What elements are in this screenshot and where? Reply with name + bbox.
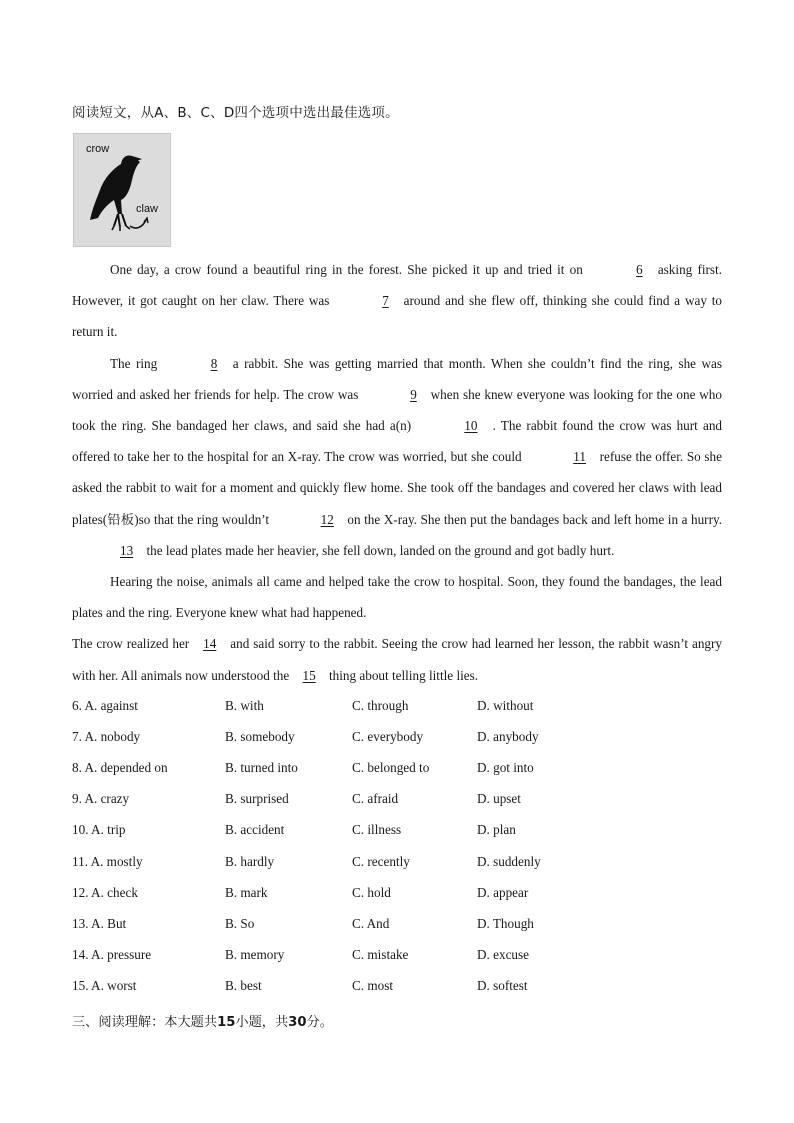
option-choice: D. appear	[477, 884, 529, 900]
passage-text: . The rabbit found the crow was hurt and offered to take her to the hospital for an X-ray. The crow was worried, but she could	[72, 418, 723, 465]
option-choice: 15. A. worst	[72, 978, 137, 994]
option-choice: B. accident	[225, 822, 285, 838]
passage-text: The crow realized her	[72, 636, 194, 652]
passage-text: refuse the offer. So she asked the rabbit to wait for a moment and quickly flew home. She took off the bandages and covered her claws with lead plates(铅板)so that the ring wouldn’t	[72, 449, 722, 527]
blank-15: 15	[302, 667, 316, 683]
option-choice: 7. A. nobody	[72, 728, 141, 744]
option-choice: 6. A. against	[72, 697, 138, 713]
option-row	[72, 971, 722, 1002]
blank-8: 8	[210, 355, 218, 371]
section-heading: 三、阅读理解：本大题共15小题，共30分。	[72, 1015, 333, 1030]
blank-6: 6	[636, 262, 643, 277]
passage-paragraph	[72, 628, 722, 690]
option-choice: C. hold	[352, 884, 391, 900]
option-choice: C. recently	[352, 853, 410, 869]
option-choice: B. surprised	[225, 791, 289, 807]
blank-12: 12	[320, 511, 334, 527]
passage-text: and said sorry to the rabbit. Seeing the crow had learned her lesson, the rabbit wasn’t angry with her. All animals now understood the	[72, 636, 722, 683]
option-row	[72, 784, 722, 815]
option-row	[72, 815, 722, 846]
option-choice: D. plan	[477, 822, 516, 838]
option-choice: C. And	[352, 915, 390, 931]
instruction-text: 阅读短文，从A、B、C、D四个选项中选出最佳选项。	[72, 105, 399, 121]
answer-options	[72, 690, 722, 1002]
passage-text: around and she flew off, thinking she could find a way to return it.	[72, 293, 722, 340]
option-row	[72, 908, 722, 939]
option-choice: 14. A. pressure	[72, 947, 152, 963]
option-row	[72, 877, 722, 908]
option-choice: B. memory	[225, 947, 285, 963]
passage-text: a rabbit. She was getting married that month. When she couldn’t find the ring, she was worried and asked her friends for help. The crow was	[72, 355, 723, 402]
passage-text: on the X-ray. She then put the bandages back and left home in a hurry.	[343, 511, 722, 527]
option-row	[72, 752, 722, 783]
option-choice: 12. A. check	[72, 884, 138, 900]
option-choice: D. suddenly	[477, 853, 541, 869]
passage-paragraph	[72, 254, 722, 348]
option-choice: B. turned into	[225, 759, 298, 775]
option-row	[72, 721, 722, 752]
crow-icon	[74, 134, 170, 246]
option-choice: D. got into	[477, 759, 534, 775]
option-choice: B. best	[225, 978, 262, 994]
option-choice: D. without	[477, 697, 534, 713]
option-choice: B. So	[225, 915, 255, 931]
option-choice: D. Though	[477, 915, 534, 931]
blank-9: 9	[410, 386, 417, 402]
option-choice: 8. A. depended on	[72, 759, 168, 775]
passage-paragraph	[72, 348, 722, 566]
option-choice: B. somebody	[225, 728, 295, 744]
option-choice: C. mistake	[352, 947, 409, 963]
option-choice: 11. A. mostly	[72, 853, 143, 869]
blank-10: 10	[464, 418, 478, 434]
blank-7: 7	[382, 293, 389, 309]
passage-text: thing about telling little lies.	[325, 667, 479, 683]
option-choice: C. through	[352, 697, 409, 713]
label-claw: claw	[136, 203, 159, 215]
option-choice: C. belonged to	[352, 759, 430, 775]
option-choice: C. everybody	[352, 728, 424, 744]
blank-11: 11	[573, 449, 586, 465]
option-choice: C. illness	[352, 822, 402, 838]
option-choice: D. excuse	[477, 947, 529, 963]
label-crow: crow	[86, 143, 110, 155]
passage-text: the lead plates made her heavier, she fell down, landed on the ground and got badly hurt.	[143, 542, 615, 558]
option-choice: 13. A. But	[72, 915, 127, 931]
option-row	[72, 940, 722, 971]
option-choice: 10. A. trip	[72, 822, 126, 838]
option-choice: 9. A. crazy	[72, 791, 130, 807]
passage-text: Hearing the noise, animals all came and helped take the crow to hospital. Soon, they found the bandages, the lead plates and the ring. Everyone knew what had happened.	[72, 574, 722, 621]
option-row	[72, 846, 722, 877]
option-row	[72, 690, 722, 721]
blank-14: 14	[203, 636, 217, 652]
option-choice: B. with	[225, 697, 264, 713]
option-choice: D. softest	[477, 978, 528, 994]
option-choice: B. mark	[225, 884, 268, 900]
option-choice: B. hardly	[225, 853, 275, 869]
passage-text: One day, a crow found a beautiful ring in the forest. She picked it up and tried it on	[110, 262, 589, 277]
passage	[72, 254, 722, 691]
option-choice: D. anybody	[477, 728, 539, 744]
blank-13: 13	[120, 542, 134, 558]
option-choice: C. afraid	[352, 791, 399, 807]
crow-illustration	[73, 133, 171, 247]
passage-text: asking first. However, it got caught on her claw. There was	[72, 262, 722, 309]
passage-text: The ring	[110, 355, 163, 371]
option-choice: C. most	[352, 978, 394, 994]
passage-paragraph	[72, 566, 722, 628]
option-choice: D. upset	[477, 791, 521, 807]
passage-text: when she knew everyone was looking for the one who took the ring. She bandaged her claws, and said she had a(n)	[72, 386, 722, 434]
